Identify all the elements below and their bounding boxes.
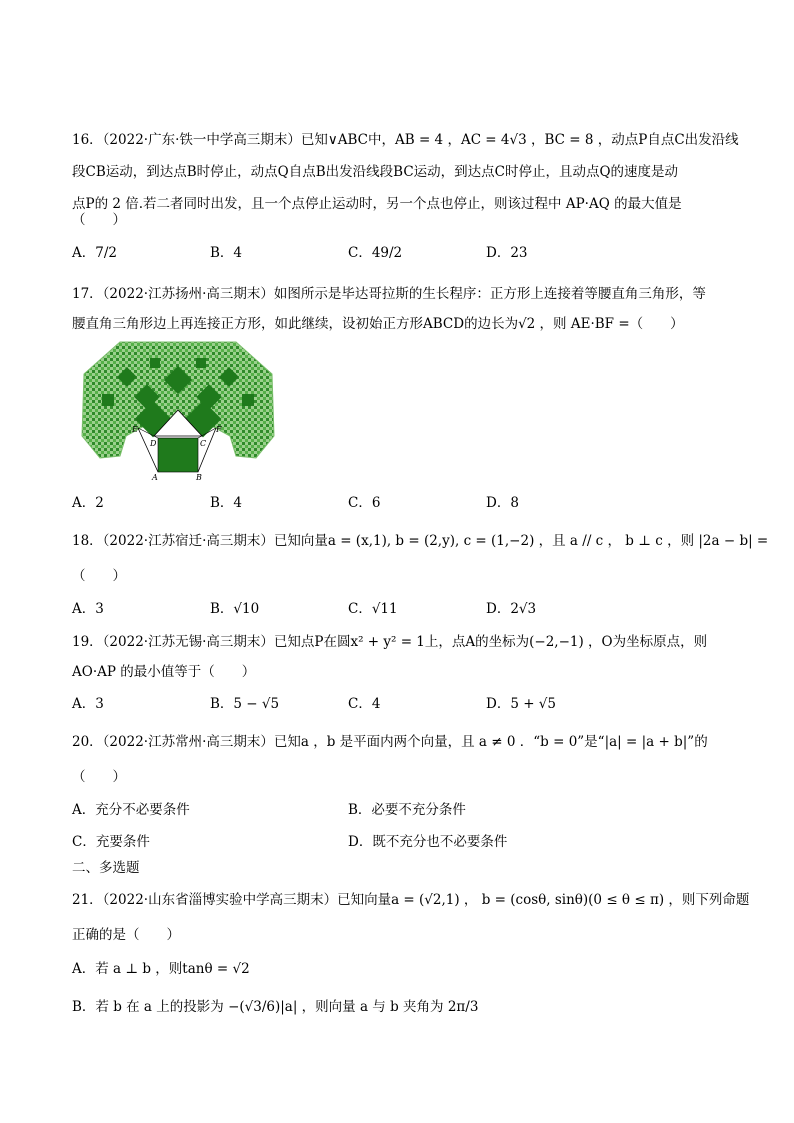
q18-option-c: C．√11 — [348, 601, 398, 617]
q18-option-a: A．3 — [72, 601, 104, 617]
q16-paren: （ ） — [72, 212, 126, 228]
label-F: F — [216, 425, 222, 434]
q18-paren: （ ） — [72, 568, 126, 584]
q19-option-a: A．3 — [72, 696, 104, 712]
q16-option-a: A．7/2 — [72, 245, 117, 261]
q21-line1: 21．（2022·山东省淄博实验中学高三期末）已知向量a = (√2,1) ， b = (cosθ, sinθ)(0 ≤ θ ≤ π) ，则下列命题 — [72, 892, 750, 908]
q16-line2: 段CB运动，到达点B时停止，动点Q自点B出发沿线段BC运动，到达点C时停止，且动点Q的速度是动 — [72, 164, 679, 180]
q18-option-d: D．2√3 — [486, 601, 537, 617]
section-multi-choice-heading: 二、多选题 — [72, 860, 140, 876]
q21-line2: 正确的是（ ） — [72, 927, 180, 943]
q20-option-b: B．必要不充分条件 — [348, 802, 466, 818]
label-E: E — [132, 425, 138, 434]
q19-option-d: D．5 + √5 — [486, 696, 556, 712]
q20-paren: （ ） — [72, 769, 126, 785]
q16-option-b: B．4 — [210, 245, 243, 261]
q19-option-b: B．5 − √5 — [210, 696, 280, 712]
q18-line1: 18．（2022·江苏宿迁·高三期末）已知向量a = (x,1), b = (2,y), c = (1,−2) ，且 a // c ， b ⊥ c ，则 |2a − b| = — [72, 533, 769, 549]
q18-option-b: B．√10 — [210, 601, 260, 617]
q16-option-c: C．49/2 — [348, 245, 403, 261]
q17-line1: 17．（2022·江苏扬州·高三期末）如图所示是毕达哥拉斯的生长程序：正方形上连接着等腰直角三角形，等 — [72, 286, 706, 302]
q16-line1: 16．（2022·广东·铁一中学高三期末）已知∨ABC中，AB = 4 ，AC = 4√3 ，BC = 8 ，动点P自点C出发沿线 — [72, 132, 739, 148]
q16-option-d: D．23 — [486, 245, 528, 261]
q21-option-a: A．若 a ⊥ b ，则tanθ = √2 — [72, 961, 250, 977]
q20-option-c: C．充要条件 — [72, 834, 150, 850]
label-B: B — [196, 473, 202, 482]
q17-option-a: A．2 — [72, 495, 104, 511]
q20-line1: 20．（2022·江苏常州·高三期末）已知a ，b 是平面内两个向量，且 a ≠ 0 ．“b = 0”是“|a| = |a + b|”的 — [72, 734, 708, 750]
q20-option-d: D．既不充分也不必要条件 — [348, 834, 508, 850]
q16-line3: 点P的 2 倍.若二者同时出发，且一个点停止运动时，另一个点也停止，则该过程中 AP·AQ 的最大值是 — [72, 196, 682, 212]
q19-option-c: C．4 — [348, 696, 381, 712]
q17-option-c: C．6 — [348, 495, 381, 511]
q21-option-b: B．若 b 在 a 上的投影为 −(√3/6)|a| ，则向量 a 与 b 夹角为 2π/3 — [72, 999, 479, 1015]
label-C: C — [200, 439, 207, 448]
q20-option-a: A．充分不必要条件 — [72, 802, 190, 818]
q17-line2: 腰直角三角形边上再连接正方形，如此继续，设初始正方形ABCD的边长为√2 ，则 AE·BF =（ ） — [72, 316, 684, 332]
q17-option-d: D．8 — [486, 495, 519, 511]
pythagoras-tree-figure — [80, 340, 276, 482]
q19-line2: AO·AP 的最小值等于（ ） — [72, 664, 256, 680]
q19-line1: 19．（2022·江苏无锡·高三期末）已知点P在圆x² + y² = 1上，点A的坐标为(−2,−1) ，O为坐标原点，则 — [72, 634, 708, 650]
label-D: D — [150, 439, 157, 448]
q17-option-b: B．4 — [210, 495, 243, 511]
label-A: A — [152, 473, 158, 482]
